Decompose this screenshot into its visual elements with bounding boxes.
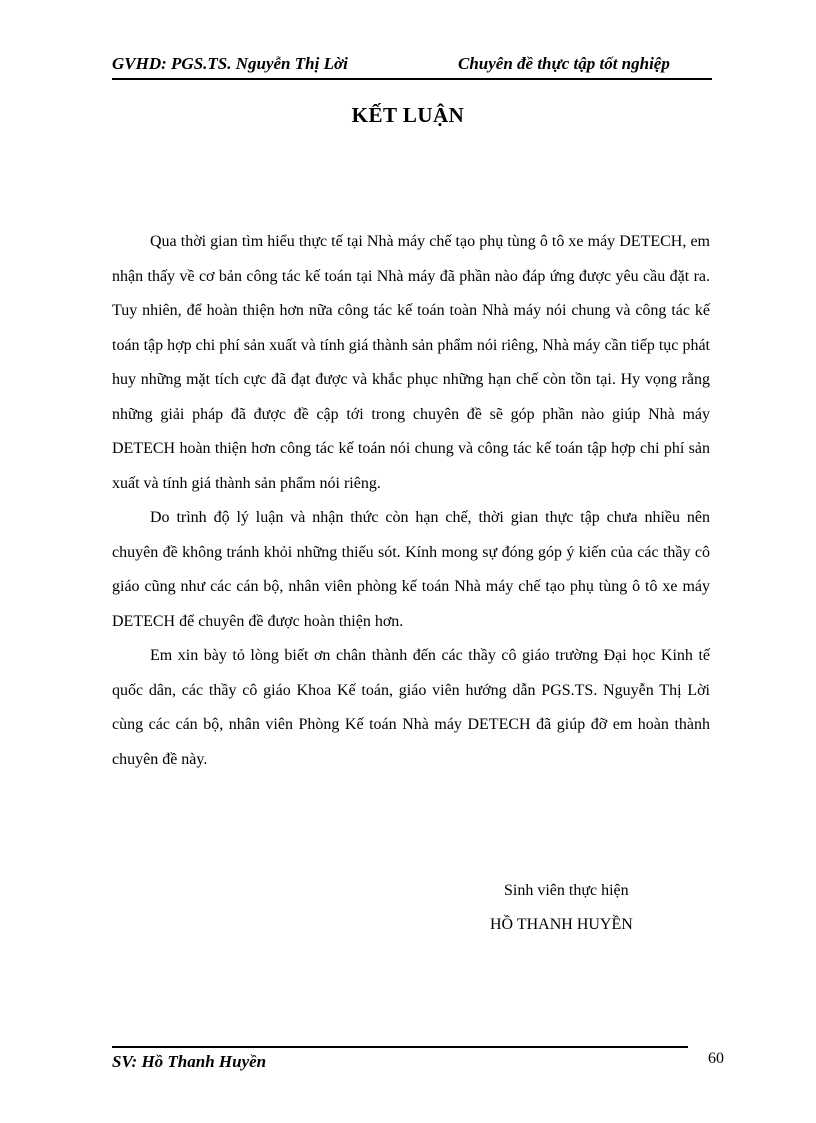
paragraph-2: Do trình độ lý luận và nhận thức còn hạn chế, thời gian thực tập chưa nhiều nên chuyên đề không tránh khỏi những thiếu sót. Kính mong sự đóng góp ý kiến của các thầy cô giáo cũng như các cán bộ, nhân viên phòng kế toán Nhà máy chế tạo phụ tùng ô tô xe máy DETECH để chuyên đề được hoàn thiện hơn.: [112, 509, 710, 630]
paragraph-3: Em xin bày tỏ lòng biết ơn chân thành đến các thầy cô giáo trường Đại học Kinh tế quốc dân, các thầy cô giáo Khoa Kế toán, giáo viên hướng dẫn PGS.TS. Nguyễn Thị Lời cùng các cán bộ, nhân viên Phòng Kế toán Nhà máy DETECH đã giúp đỡ em hoàn thành chuyên đề này.: [112, 647, 710, 768]
signature-role: Sinh viên thực hiện: [504, 882, 629, 899]
conclusion-body: [112, 225, 710, 777]
signature-name: HỒ THANH HUYỀN: [490, 916, 633, 933]
signature-block: [490, 874, 633, 942]
page-number: 60: [708, 1050, 724, 1067]
footer-student: SV: Hồ Thanh Huyền: [112, 1052, 267, 1071]
page-header: [112, 52, 712, 80]
page-title: KẾT LUẬN: [351, 103, 465, 127]
page-footer: [112, 1046, 688, 1074]
paragraph-1: Qua thời gian tìm hiểu thực tế tại Nhà máy chế tạo phụ tùng ô tô xe máy DETECH, em nhận thấy về cơ bản công tác kế toán tại Nhà máy đã phần nào đáp ứng được yêu cầu đặt ra. Tuy nhiên, để hoàn thiện hơn nữa công tác kế toán toàn Nhà máy nói chung và công tác kế toán tập hợp chi phí sản xuất và tính giá thành sản phẩm nói riêng, Nhà máy cần tiếp tục phát huy những mặt tích cực đã đạt được và khắc phục những hạn chế còn tồn tại. Hy vọng rằng những giải pháp đã được đề cập tới trong chuyên đề sẽ góp phần nào giúp Nhà máy DETECH hoàn thiện hơn công tác kế toán nói chung và công tác kế toán tập hợp chi phí sản xuất và tính giá thành sản phẩm nói riêng.: [112, 233, 710, 492]
header-advisor: GVHD: PGS.TS. Nguyễn Thị Lời: [112, 54, 348, 73]
header-document-type: Chuyên đề thực tập tốt nghiệp: [458, 54, 670, 73]
